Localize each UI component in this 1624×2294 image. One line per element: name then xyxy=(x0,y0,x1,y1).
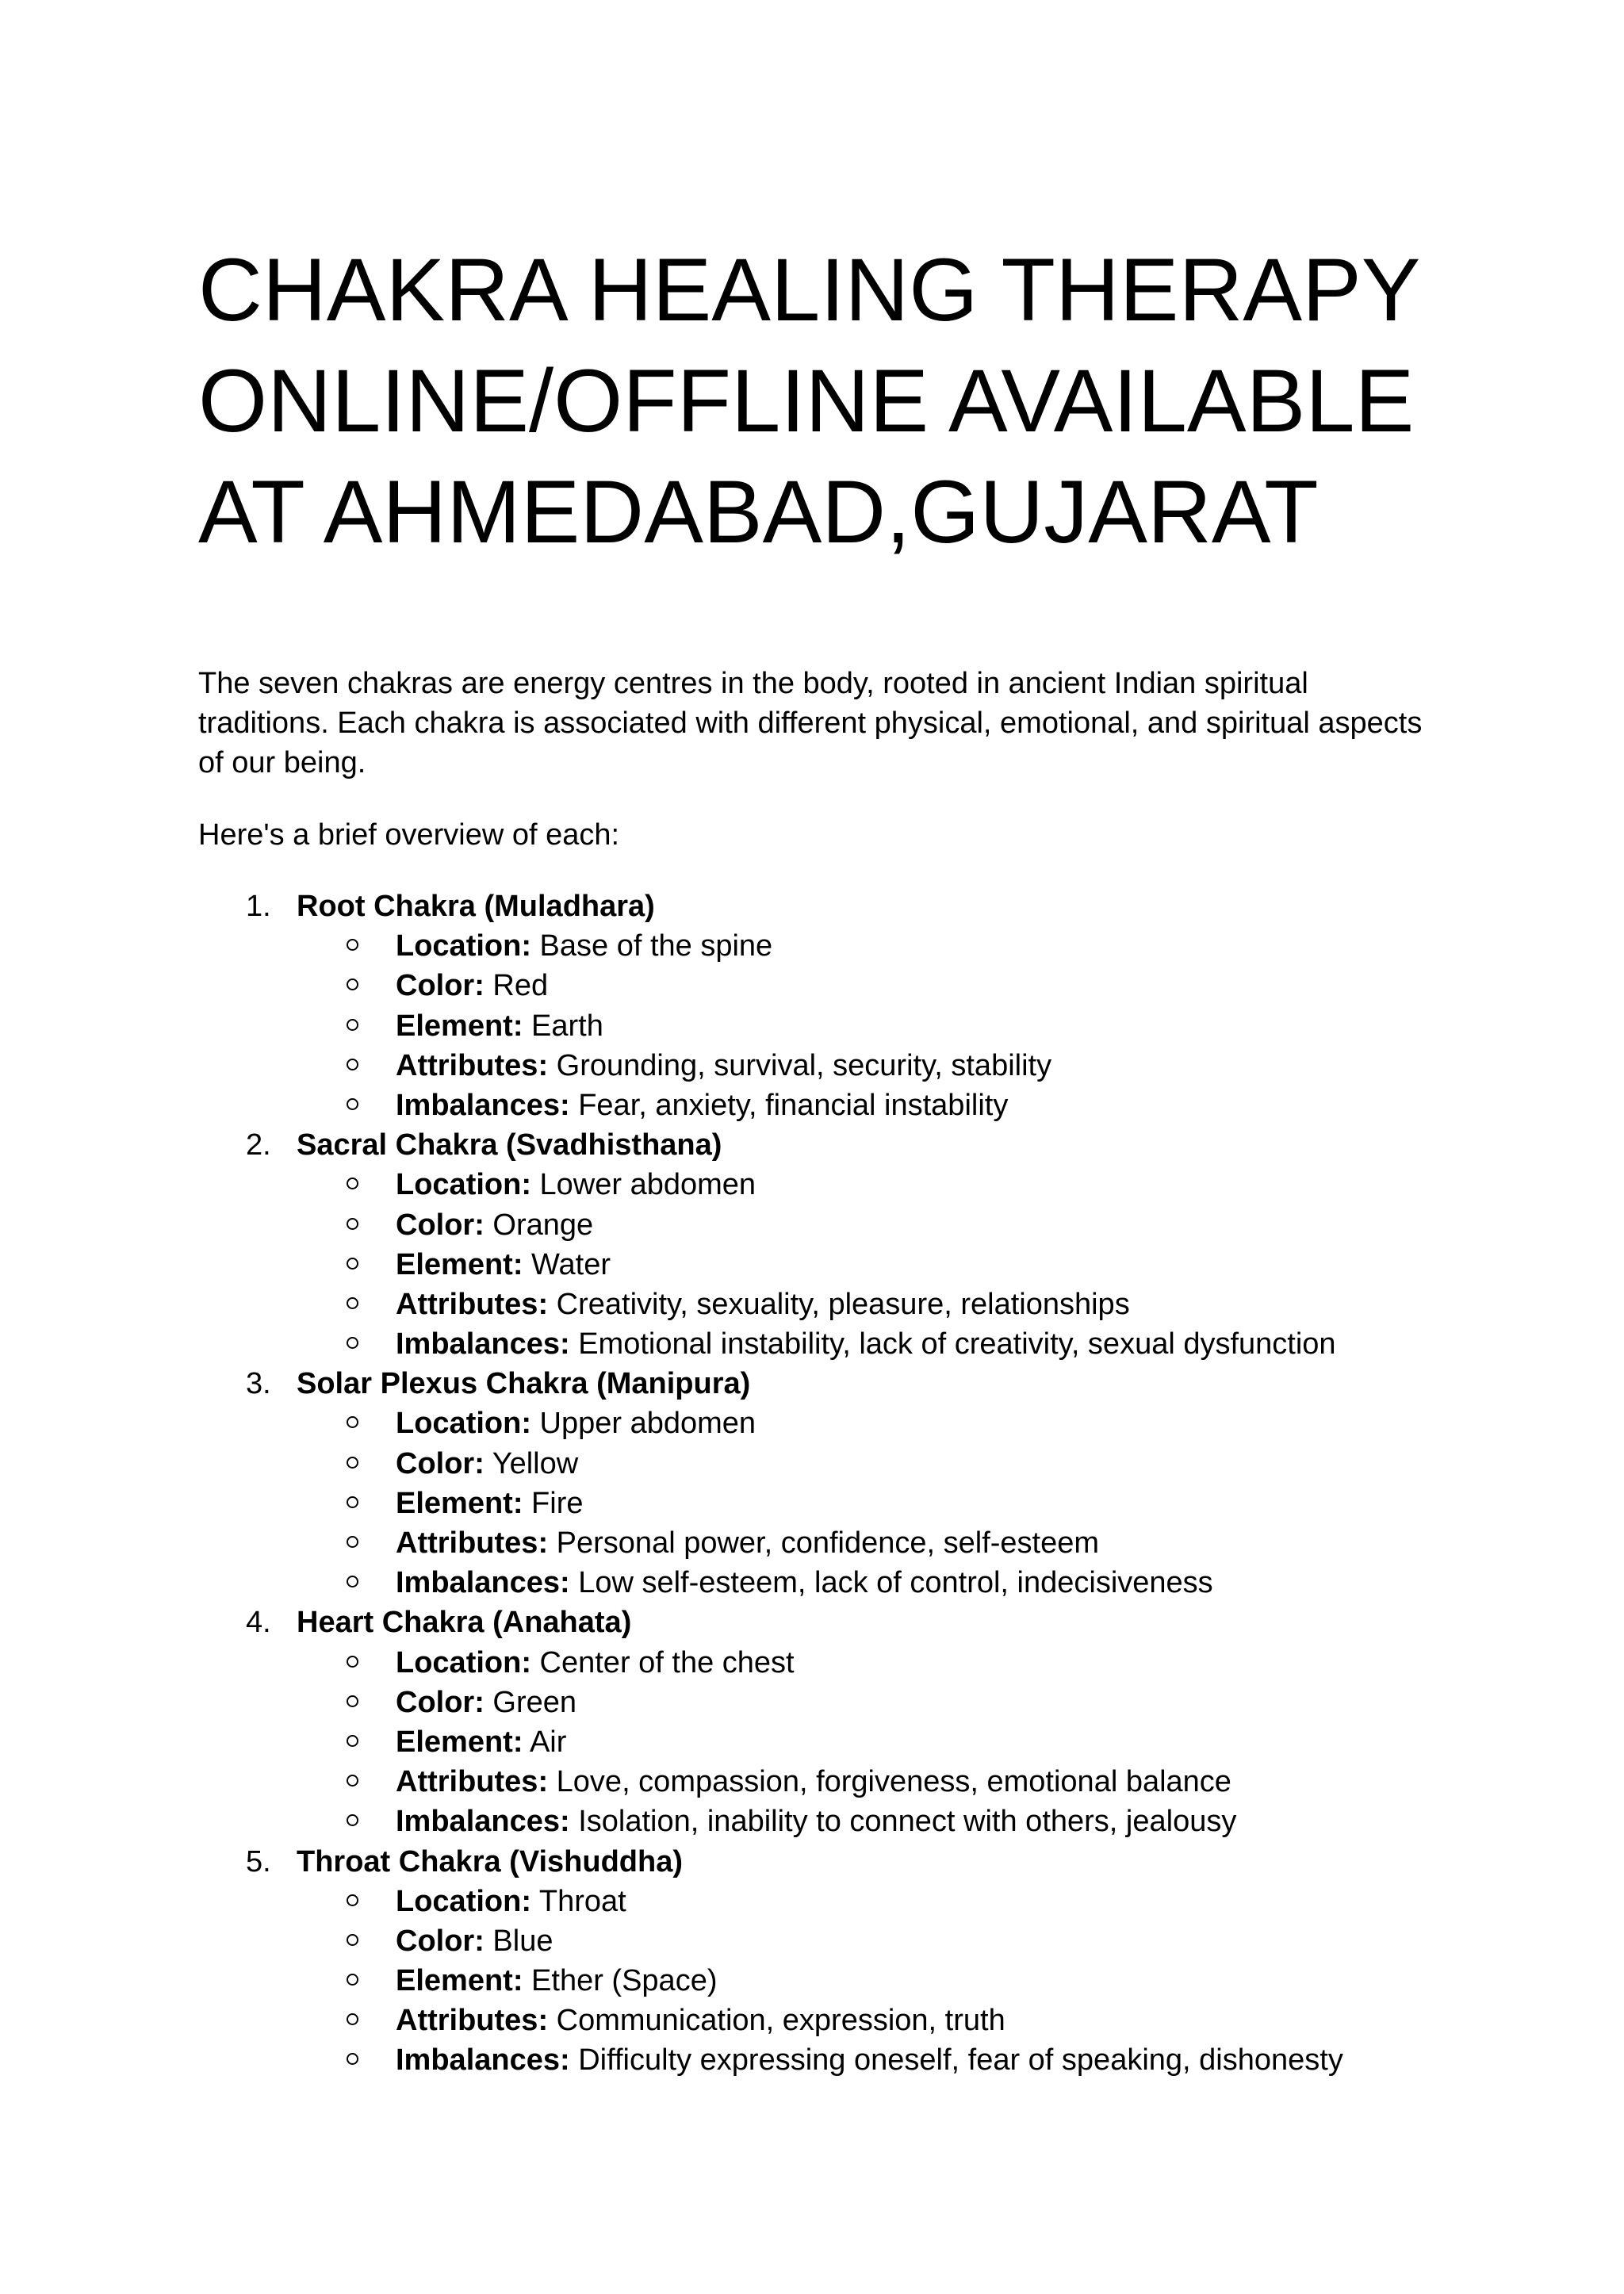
chakra-number: 2. xyxy=(246,1128,271,1162)
attribute-value: Low self-esteem, lack of control, indecisiveness xyxy=(569,1566,1213,1600)
attribute-item xyxy=(198,1444,1435,1484)
attribute-item xyxy=(198,1802,1435,1841)
hollow-circle-icon xyxy=(347,1934,358,1946)
hollow-circle-icon xyxy=(347,1576,358,1587)
attribute-value: Love, compassion, forgiveness, emotional balance xyxy=(548,1765,1231,1799)
hollow-circle-icon xyxy=(347,1416,358,1428)
attribute-item xyxy=(198,1245,1435,1285)
attribute-value: Orange xyxy=(484,1208,594,1242)
attribute-value: Center of the chest xyxy=(530,1645,795,1679)
hollow-circle-icon xyxy=(347,1735,358,1747)
chakra-name: Root Chakra (Muladhara) xyxy=(297,890,655,923)
chakra-name: Sacral Chakra (Svadhisthana) xyxy=(297,1128,722,1162)
attribute-key: Location: xyxy=(396,1407,531,1441)
attribute-item xyxy=(198,2001,1435,2040)
chakra-list xyxy=(198,887,1435,2081)
hollow-circle-icon xyxy=(347,1297,358,1309)
attribute-text xyxy=(396,1165,756,1204)
attribute-text xyxy=(396,1563,1213,1603)
document-title xyxy=(198,235,1435,568)
attribute-item xyxy=(198,1563,1435,1603)
attribute-value: Personal power, confidence, self-esteem xyxy=(548,1526,1100,1560)
attribute-text xyxy=(396,1285,1130,1324)
attribute-item xyxy=(198,1006,1435,1046)
attribute-text xyxy=(396,2001,1005,2040)
attribute-key: Element: xyxy=(396,1009,523,1043)
attribute-value: Grounding, survival, security, stability xyxy=(548,1048,1052,1082)
attribute-text xyxy=(396,966,548,1005)
attribute-item xyxy=(198,1205,1435,1245)
title-line: AT AHMEDABAD,GUJARAT xyxy=(198,462,1319,561)
chakra-name: Heart Chakra (Anahata) xyxy=(297,1606,632,1640)
attribute-key: Color: xyxy=(396,1446,485,1480)
attribute-value: Red xyxy=(484,969,549,1003)
attribute-text xyxy=(396,1444,578,1484)
chakra-number: 1. xyxy=(246,890,271,923)
attribute-text xyxy=(396,926,772,966)
attribute-value: Earth xyxy=(523,1009,603,1043)
attribute-value: Yellow xyxy=(484,1446,579,1480)
attribute-value: Air xyxy=(523,1725,567,1759)
attribute-list xyxy=(198,1643,1435,1842)
hollow-circle-icon xyxy=(347,1178,358,1189)
attribute-text xyxy=(396,1324,1336,1364)
attribute-key: Attributes: xyxy=(396,2004,549,2038)
attribute-key: Color: xyxy=(396,1924,485,1958)
attribute-item xyxy=(198,1882,1435,1921)
attribute-list xyxy=(198,1882,1435,2081)
attribute-key: Attributes: xyxy=(396,1765,549,1799)
attribute-key: Imbalances: xyxy=(396,2043,570,2078)
chakra-item xyxy=(198,887,1435,1125)
attribute-item xyxy=(198,1762,1435,1802)
attribute-list xyxy=(198,1165,1435,1364)
chakra-name: Solar Plexus Chakra (Manipura) xyxy=(297,1367,751,1401)
hollow-circle-icon xyxy=(347,1457,358,1469)
chakra-heading xyxy=(198,1603,1435,1642)
attribute-list xyxy=(198,926,1435,1125)
attribute-item xyxy=(198,1324,1435,1364)
attribute-item xyxy=(198,1683,1435,1722)
hollow-circle-icon xyxy=(347,1695,358,1707)
attribute-key: Attributes: xyxy=(396,1048,549,1082)
attribute-value: Difficulty expressing oneself, fear of speaking, dishonesty xyxy=(569,2043,1343,2078)
hollow-circle-icon xyxy=(347,1337,358,1349)
attribute-key: Imbalances: xyxy=(396,1327,570,1361)
attribute-item xyxy=(198,926,1435,966)
attribute-value: Lower abdomen xyxy=(530,1168,756,1202)
attribute-text xyxy=(396,1722,566,1762)
attribute-key: Imbalances: xyxy=(396,1805,570,1839)
hollow-circle-icon xyxy=(347,2013,358,2025)
attribute-text xyxy=(396,1484,583,1523)
hollow-circle-icon xyxy=(347,978,358,990)
chakra-heading xyxy=(198,887,1435,926)
attribute-value: Blue xyxy=(484,1924,553,1958)
attribute-text xyxy=(396,1245,611,1285)
attribute-item xyxy=(198,1046,1435,1086)
attribute-key: Location: xyxy=(396,929,531,963)
attribute-key: Element: xyxy=(396,1725,523,1759)
attribute-item xyxy=(198,1921,1435,1961)
overview-lead: Here's a brief overview of each: xyxy=(198,818,620,852)
attribute-value: Fire xyxy=(523,1486,584,1520)
chakra-name: Throat Chakra (Vishuddha) xyxy=(297,1844,684,1878)
attribute-value: Throat xyxy=(530,1884,626,1918)
attribute-key: Attributes: xyxy=(396,1526,549,1560)
attribute-value: Fear, anxiety, financial instability xyxy=(569,1088,1009,1122)
attribute-value: Emotional instability, lack of creativity, sexual dysfunction xyxy=(569,1327,1336,1361)
attribute-text xyxy=(396,1762,1231,1802)
attribute-key: Color: xyxy=(396,969,485,1003)
attribute-item xyxy=(198,1484,1435,1523)
attribute-item xyxy=(198,1285,1435,1324)
attribute-key: Location: xyxy=(396,1168,531,1202)
attribute-key: Color: xyxy=(396,1685,485,1719)
attribute-value: Upper abdomen xyxy=(530,1407,756,1441)
chakra-item xyxy=(198,1364,1435,1603)
chakra-heading xyxy=(198,1842,1435,1882)
attribute-value: Communication, expression, truth xyxy=(548,2004,1005,2038)
hollow-circle-icon xyxy=(347,1258,358,1270)
attribute-text xyxy=(396,2040,1343,2080)
attribute-value: Ether (Space) xyxy=(523,1964,718,1998)
attribute-text xyxy=(396,1683,576,1722)
hollow-circle-icon xyxy=(347,1974,358,1986)
chakra-item xyxy=(198,1125,1435,1364)
attribute-item xyxy=(198,1961,1435,2001)
attribute-item xyxy=(198,1086,1435,1125)
hollow-circle-icon xyxy=(347,1775,358,1787)
attribute-key: Imbalances: xyxy=(396,1088,570,1122)
attribute-key: Location: xyxy=(396,1884,531,1918)
attribute-text xyxy=(396,1523,1099,1563)
attribute-value: Base of the spine xyxy=(530,929,773,963)
attribute-text xyxy=(396,1006,603,1046)
attribute-text xyxy=(396,1046,1051,1086)
chakra-number: 5. xyxy=(246,1844,271,1878)
hollow-circle-icon xyxy=(347,1536,358,1548)
attribute-value: Creativity, sexuality, pleasure, relationships xyxy=(548,1287,1130,1321)
attribute-key: Imbalances: xyxy=(396,1566,570,1600)
attribute-value: Isolation, inability to connect with others, jealousy xyxy=(569,1805,1237,1839)
hollow-circle-icon xyxy=(347,1019,358,1031)
attribute-item xyxy=(198,1165,1435,1204)
attribute-item xyxy=(198,1722,1435,1762)
chakra-item xyxy=(198,1603,1435,1841)
attribute-key: Attributes: xyxy=(396,1287,549,1321)
chakra-number: 4. xyxy=(246,1606,271,1640)
attribute-text xyxy=(396,1882,626,1921)
attribute-text xyxy=(396,1921,553,1961)
attribute-key: Element: xyxy=(396,1964,523,1998)
attribute-item xyxy=(198,1523,1435,1563)
attribute-key: Color: xyxy=(396,1208,485,1242)
attribute-item xyxy=(198,2040,1435,2080)
hollow-circle-icon xyxy=(347,1098,358,1110)
attribute-value: Green xyxy=(484,1685,577,1719)
attribute-item xyxy=(198,966,1435,1005)
attribute-item xyxy=(198,1643,1435,1683)
hollow-circle-icon xyxy=(347,1814,358,1826)
attribute-item xyxy=(198,1404,1435,1443)
hollow-circle-icon xyxy=(347,1496,358,1508)
intro-paragraph: The seven chakras are energy centres in the body, rooted in ancient Indian spiritual traditions. Each chakra is associated with different physical, emotional, and spiritual aspects of our being. xyxy=(198,667,1423,779)
chakra-item xyxy=(198,1842,1435,2081)
hollow-circle-icon xyxy=(347,1656,358,1668)
attribute-key: Location: xyxy=(396,1645,531,1679)
attribute-key: Element: xyxy=(396,1247,523,1281)
attribute-text xyxy=(396,1404,756,1443)
attribute-text xyxy=(396,1802,1236,1841)
attribute-key: Element: xyxy=(396,1486,523,1520)
hollow-circle-icon xyxy=(347,939,358,951)
chakra-number: 3. xyxy=(246,1367,271,1401)
attribute-text xyxy=(396,1086,1008,1125)
chakra-heading xyxy=(198,1364,1435,1404)
hollow-circle-icon xyxy=(347,2053,358,2065)
title-line: CHAKRA HEALING THERAPY xyxy=(198,240,1421,339)
hollow-circle-icon xyxy=(347,1894,358,1906)
chakra-heading xyxy=(198,1125,1435,1165)
attribute-text xyxy=(396,1205,593,1245)
attribute-text xyxy=(396,1961,717,2001)
attribute-list xyxy=(198,1404,1435,1603)
title-line: ONLINE/OFFLINE AVAILABLE xyxy=(198,351,1415,450)
attribute-value: Water xyxy=(523,1247,611,1281)
hollow-circle-icon xyxy=(347,1059,358,1070)
hollow-circle-icon xyxy=(347,1218,358,1230)
attribute-text xyxy=(396,1643,795,1683)
